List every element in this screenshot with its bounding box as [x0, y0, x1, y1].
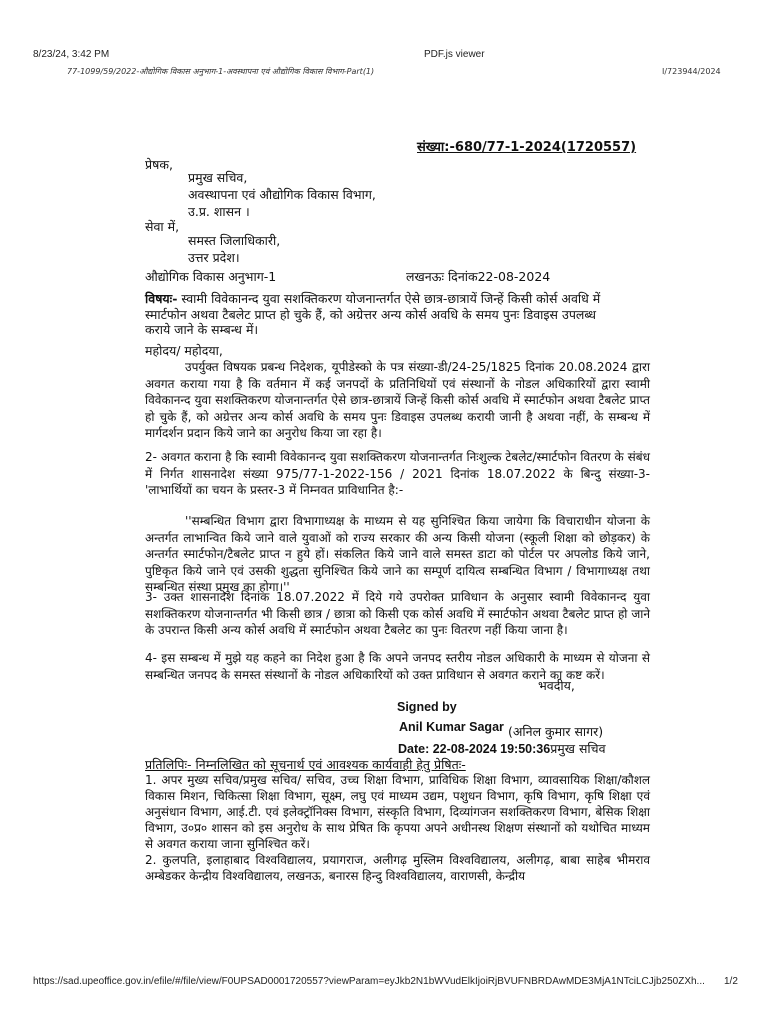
page-url[interactable]: https://sad.upeoffice.gov.in/efile/#/file/view/F0UPSAD0001720557?viewParam=eyJkb2N1bWVudElkIjoiRjBVUFNBRDAwMDE3MjA1NTciLCJjb250ZXh... — [33, 976, 705, 987]
subject-text: स्वामी विवेकानन्द युवा सशक्तिकरण योजनान्तर्गत ऐसे छात्र-छात्रायें जिन्हें किसी कोर्स अवधि में — [177, 291, 601, 306]
sender-line: उ.प्र. शासन । — [188, 204, 250, 219]
signed-by-label: Signed by — [397, 700, 457, 714]
place-date: लखनऊः दिनांक22-08-2024 — [406, 269, 551, 284]
subject-line — [145, 291, 600, 307]
designation: प्रमुख सचिव — [550, 741, 606, 756]
document-number: I/723944/2024 — [662, 67, 721, 76]
recipient-label: सेवा में, — [145, 219, 180, 234]
viewer-title: PDF.js viewer — [424, 49, 485, 60]
sender-line: प्रमुख सचिव, — [188, 170, 248, 185]
closing: भवदीय, — [538, 678, 575, 693]
subject-line: कराये जाने के सम्बन्ध में। — [145, 322, 259, 337]
copy-item-2: 2. कुलपति, इलाहाबाद विश्वविद्यालय, प्रयागराज, अलीगढ़ मुस्लिम विश्वविद्यालय, अलीगढ़, बाबा साहेब भीमराव अम्बेडकर केन्द्रीय विश्वविद्यालय, लखनऊ, बनारस हिन्दु विश्वविद्यालय, वाराणसी, केन्द्रीय — [145, 853, 650, 883]
subject-line: स्मार्टफोन अथवा टैबलेट प्राप्त हो चुके हैं, को अग्रेत्तर अन्य कोर्स अवधि के समय पुनः डिवाइस उपलब्ध — [145, 307, 597, 322]
body-paragraph-2: 2- अवगत कराना है कि स्वामी विवेकानन्द युवा सशक्तिकरण योजनान्तर्गत निःशुल्क टेबलेट/स्मार्टफोन वितरण के संबंध में निर्गत शासनादेश संख्या 975/77-1-2022-156 / 2021 दिनांक 18.07.2022 के बिन्दु संख्या-3-'लाभार्थियों का चयन के प्रस्तर-3 में निम्नवत प्राविधानित है:- — [145, 450, 650, 497]
page-indicator: 1/2 — [724, 976, 738, 987]
section-name: औद्योगिक विकास अनुभाग-1 — [145, 269, 277, 284]
file-reference: 77-1099/59/2022-औद्योगिक विकास अनुभाग-1-अवस्थापना एवं औद्योगिक विकास विभाग-Part(1) — [67, 67, 375, 76]
body-paragraph-1: उपर्युक्त विषयक प्रबन्ध निदेशक, यूपीडेस्को के पत्र संख्या-डी/24-25/1825 दिनांक 20.08.2024 द्वारा अवगत कराया गया है कि वर्तमान में कई जनपदों के प्रतिनिधियों एवं संस्थानों के नोडल अधिकारियों द्वारा स्वामी विवेकानन्द युवा सशक्तिकरण योजनान्तर्गत ऐसे छात्र-छात्रायें जिन्हें किसी कोर्स अवधि में स्मार्टफोन अथवा टैबलेट प्राप्त हो चुके हैं, को अग्रेत्तर अन्य कोर्स अवधि के समय पुनः डिवाइस उपलब्ध करायी जानी है अथवा नहीं, के सम्बन्ध में मार्गदर्शन प्रदान किये जाने का अनुरोध किया जा रहा है। — [145, 360, 650, 440]
sender-label: प्रेषक, — [145, 157, 173, 172]
print-datetime: 8/23/24, 3:42 PM — [33, 49, 110, 60]
recipient-line: समस्त जिलाधिकारी, — [188, 233, 281, 248]
signature-date — [398, 740, 606, 757]
signature-date-text: Date: 22-08-2024 19:50:36 — [398, 742, 551, 756]
signer-name-hindi: (अनिल कुमार सागर) — [508, 724, 604, 739]
sender-line: अवस्थापना एवं औद्योगिक विकास विभाग, — [188, 187, 376, 202]
copy-heading: प्रतिलिपिः- निम्नलिखित को सूचनार्थ एवं आवश्यक कार्यवाही हेतु प्रेषितः- — [145, 757, 466, 772]
quoted-provision: ''सम्बन्धित विभाग द्वारा विभागाध्यक्ष के माध्यम से यह सुनिश्चित किया जायेगा कि विचाराधीन योजना के अन्तर्गत लाभान्वित किये जाने वाले युवाओं को राज्य सरकार की अन्य किसी योजना (स्कूली शिक्षा को छोड़कर) के अन्तर्गत स्मार्टफोन/टैबलेट प्राप्त न हुये हों। संकलित किये जाने वाले समस्त डाटा को पोर्टल पर अपलोड किये जाने, पुष्टिकृत किये जाने एवं उसकी शुद्धता सुनिश्चित किये जाने का सम्पूर्ण दायित्व सम्बन्धित विभाग / विभागाध्यक्ष तथा सम्बन्धित संस्था प्रमुख का होगा।'' — [145, 514, 650, 594]
subject-label: विषयः- — [145, 291, 178, 306]
body-paragraph-3: 3- उक्त शासनादेश दिनांक 18.07.2022 में दिये गये उपरोक्त प्राविधान के अनुसार स्वामी विवेकानन्द युवा सशक्तिकरण योजनान्तर्गत भी किसी छात्र / छात्रा को किसी एक कोर्स अवधि में स्मार्टफोन अथवा टैबलेट प्राप्त हो जाने के उपरान्त किसी अन्य कोर्स अवधि में स्मार्टफोन अथवा टैबलेट का पुनः वितरण नहीं किया जाना है। — [145, 590, 650, 637]
copy-item-1: 1. अपर मुख्य सचिव/प्रमुख सचिव/ सचिव, उच्च शिक्षा विभाग, प्राविधिक शिक्षा विभाग, व्यावसायिक शिक्षा/कौशल विकास मिशन, चिकित्सा शिक्षा विभाग, सूक्ष्म, लघु एवं माध्यम उद्यम, पशुधन विभाग, कृषि विभाग, कृषि शिक्षा एवं अनुसंधान विभाग, आई.टी. एवं इलेक्ट्रॉनिक्स विभाग, संस्कृति विभाग, दिव्यांगजन सशक्तिकरण विभाग, बेसिक शिक्षा विभाग, उ०प्र० शासन को इस अनुरोध के साथ प्रेषित कि कृपया अपने अधीनस्थ शिक्षण संस्थानों को यथोचित माध्यम से अवगत कराया जाना सुनिश्चित करें। — [145, 773, 650, 851]
recipient-line: उत्तर प्रदेश। — [188, 250, 240, 265]
signer-name: Anil Kumar Sagar — [399, 720, 504, 734]
body-paragraph-4: 4- इस सम्बन्ध में मुझे यह कहने का निदेश हुआ है कि अपने जनपद स्तरीय नोडल अधिकारी के माध्यम से योजना से सम्बन्धित जनपद के समस्त संस्थानों के नोडल अधिकारियों को उक्त प्राविधान से अवगत कराने का कष्ट करें। — [145, 651, 650, 682]
salutation: महोदय/ महोदया, — [145, 343, 223, 358]
letter-reference-number: संख्या:-680/77-1-2024(1720557) — [417, 140, 637, 155]
